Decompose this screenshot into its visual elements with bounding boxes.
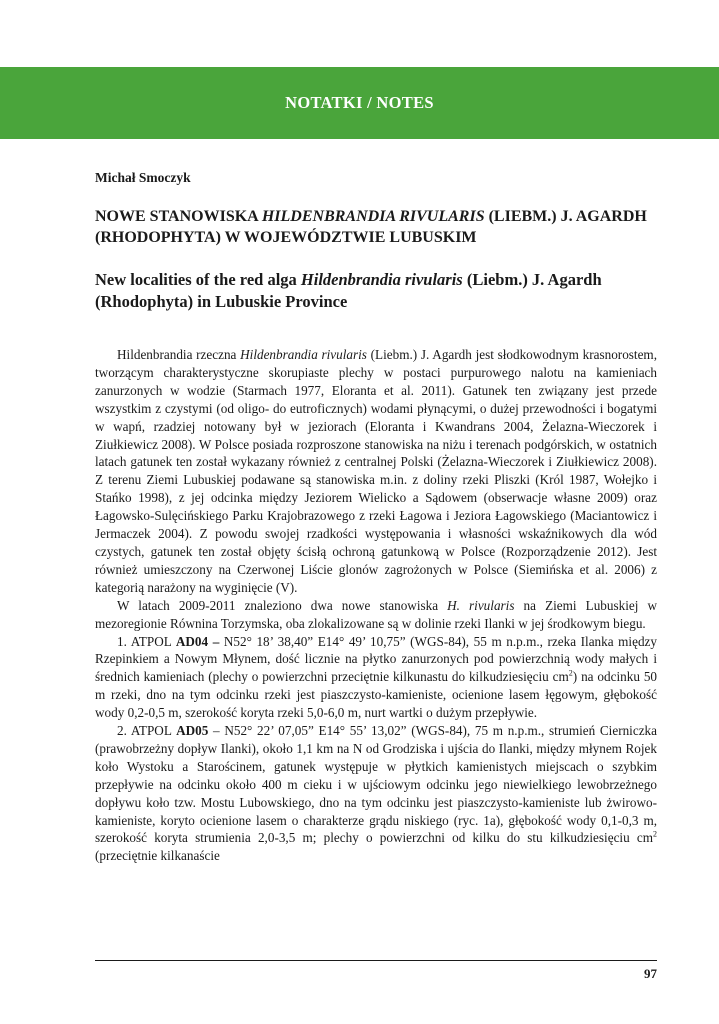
paragraph-text: (przeciętnie kilkanaście [95, 848, 220, 864]
title-english [95, 269, 665, 313]
page-number: 97 [644, 966, 657, 981]
paragraph-locality-1 [95, 633, 657, 723]
superscript: 2 [568, 668, 573, 678]
paragraph-text: (Liebm.) J. Agardh jest słodkowodnym krasnorostem, tworzącym charakterystyczne skorupiaste plechy w postaci purpurowego nalotu na kamieniach zanurzonych w wodzie (Starmach 1977, Eloranta et al. 2011). Gatunek ten związany jest przede wszystkim z czystymi (od oligo- do eutroficznych) wodami płynącymi, o dużej przewodności i bogatymi w wapń, rzadziej notowany był w jeziorach (Eloranta i Kwandrans 2004, Żelazna-Wieczorek i Ziułkiewicz 2008). W Polsce posiada rozproszone stanowiska na niżu i terenach podgórskich, w ostatnich latach gatunek ten został wykazany również z centralnej Polski (Żelazna-Wieczorek i Ziułkiewicz 2008). Z terenu Ziemi Lubuskiej podawane są stanowiska m.in. z doliny rzeki Pliszki (Król 1987, Wołejko i Stańko 1998), z jej odcinka między Jeziorem Wielicko a Sądowem (obserwacje własne 2009) oraz Łagowsko-Sulęcińskiego Parku Krajobrazowego z rzeki Łagowa i Jeziora Łagowskiego (Maciantowicz i Jermaczek 2004). Z powodu swojej rzadkości występowania i własności wskaźnikowych dla wód czystych, gatunek ten został objęty ścisłą ochroną gatunkową w Polsce (Rozporządzenie 2012). Jest również umieszczony na Czerwonej Liście glonów zagrożonych w Polsce (Siemińska et al. 2006) z kategorią narażony na wyginięcie (V). [95, 347, 657, 595]
title-polish [95, 206, 665, 248]
article-body [95, 346, 657, 865]
title-english-species: Hildenbrandia rivularis [300, 270, 463, 289]
paragraph-text: na Ziemi Lubuskiej w mezoregionie Równina Torzymska, oba zlokalizowane są w dolinie rzeki Ilanki w jej środkowym biegu. [95, 597, 657, 631]
title-polish-part1: NOWE STANOWISKA [95, 208, 262, 225]
paragraph-text: 1. ATPOL [117, 633, 176, 649]
title-polish-species: HILDENBRANDIA RIVULARIS [261, 208, 485, 225]
section-banner-label: NOTATKI / NOTES [285, 93, 434, 112]
paragraph-text: 2. ATPOL [117, 723, 177, 739]
title-polish-part2: (LIEBM.) J. AGARDH (RHODOPHYTA) W WOJEWÓDZTWIE LUBUSKIM [95, 208, 647, 246]
section-banner [0, 67, 719, 139]
paragraph-text: W latach 2009-2011 znaleziono dwa nowe stanowiska [117, 597, 448, 613]
atpol-code: AD04 – [175, 633, 220, 649]
footer-rule [95, 960, 657, 961]
paragraph-text: ) na odcinku 50 m rzeki, dno na tym odcinku rzeki jest piaszczysto-kamieniste, ocienione lasem łęgowym, głębokość wody 0,2-0,5 m, szerokość koryta rzeki 5,0-6,0 m, nurt wartki o dużym przepływie. [95, 669, 658, 721]
species-name: H. rivularis [447, 597, 515, 613]
title-english-part2: (Liebm.) J. Agardh (Rhodophyta) in Lubuskie Province [95, 270, 602, 311]
paragraph-text: – N52° 22’ 07,05” E14° 55’ 13,02” (WGS-84), 75 m n.p.m., strumień Cierniczka (prawobrzeżny dopływ Ilanki), około 1,1 km na N od Grodziska i ujścia do Ilanki, między młynem Rojek koło Wystoku a Starościnem, gatunek występuje w płytkich kamienistych miejscach o szybkim przepływie na odcinku około 400 m cieku i w ujściowym odcinku jego niewielkiego lewobrzeżnego dopływu koło tzw. Mostu Lubowskiego, dno na tym odcinku jest piaszczysto-kamieniste lub żwirowo-kamieniste, koryto ocienione lasem o charakterze grądu niskiego (ryc. 1a), głębokość wody 0,1-0,3 m, szerokość koryta strumienia 2,0-3,5 m; plechy o powierzchni od kilku do stu kilkudziesięciu cm [95, 723, 658, 846]
paragraph-text: N52° 18’ 38,40” E14° 49’ 10,75” (WGS-84), 55 m n.p.m., rzeka Ilanka między Rzepinkiem a Nowym Młynem, dość licznie na płytko zanurzonych pod powierzchnią wody małych i średnich kamieniach (plechy o powierzchni przeciętnie kilkunastu do kilkudziesięciu cm [95, 633, 657, 685]
superscript: 2 [653, 830, 657, 840]
atpol-code: AD05 [176, 723, 209, 739]
paragraph-text: Hildenbrandia rzeczna [117, 347, 241, 362]
paragraph-localities [95, 597, 657, 633]
paragraph-intro [95, 346, 657, 597]
species-name: Hildenbrandia rivularis [240, 347, 367, 362]
author-name: Michał Smoczyk [95, 170, 191, 185]
title-english-part1: New localities of the red alga [95, 270, 301, 289]
paragraph-locality-2 [95, 722, 657, 865]
